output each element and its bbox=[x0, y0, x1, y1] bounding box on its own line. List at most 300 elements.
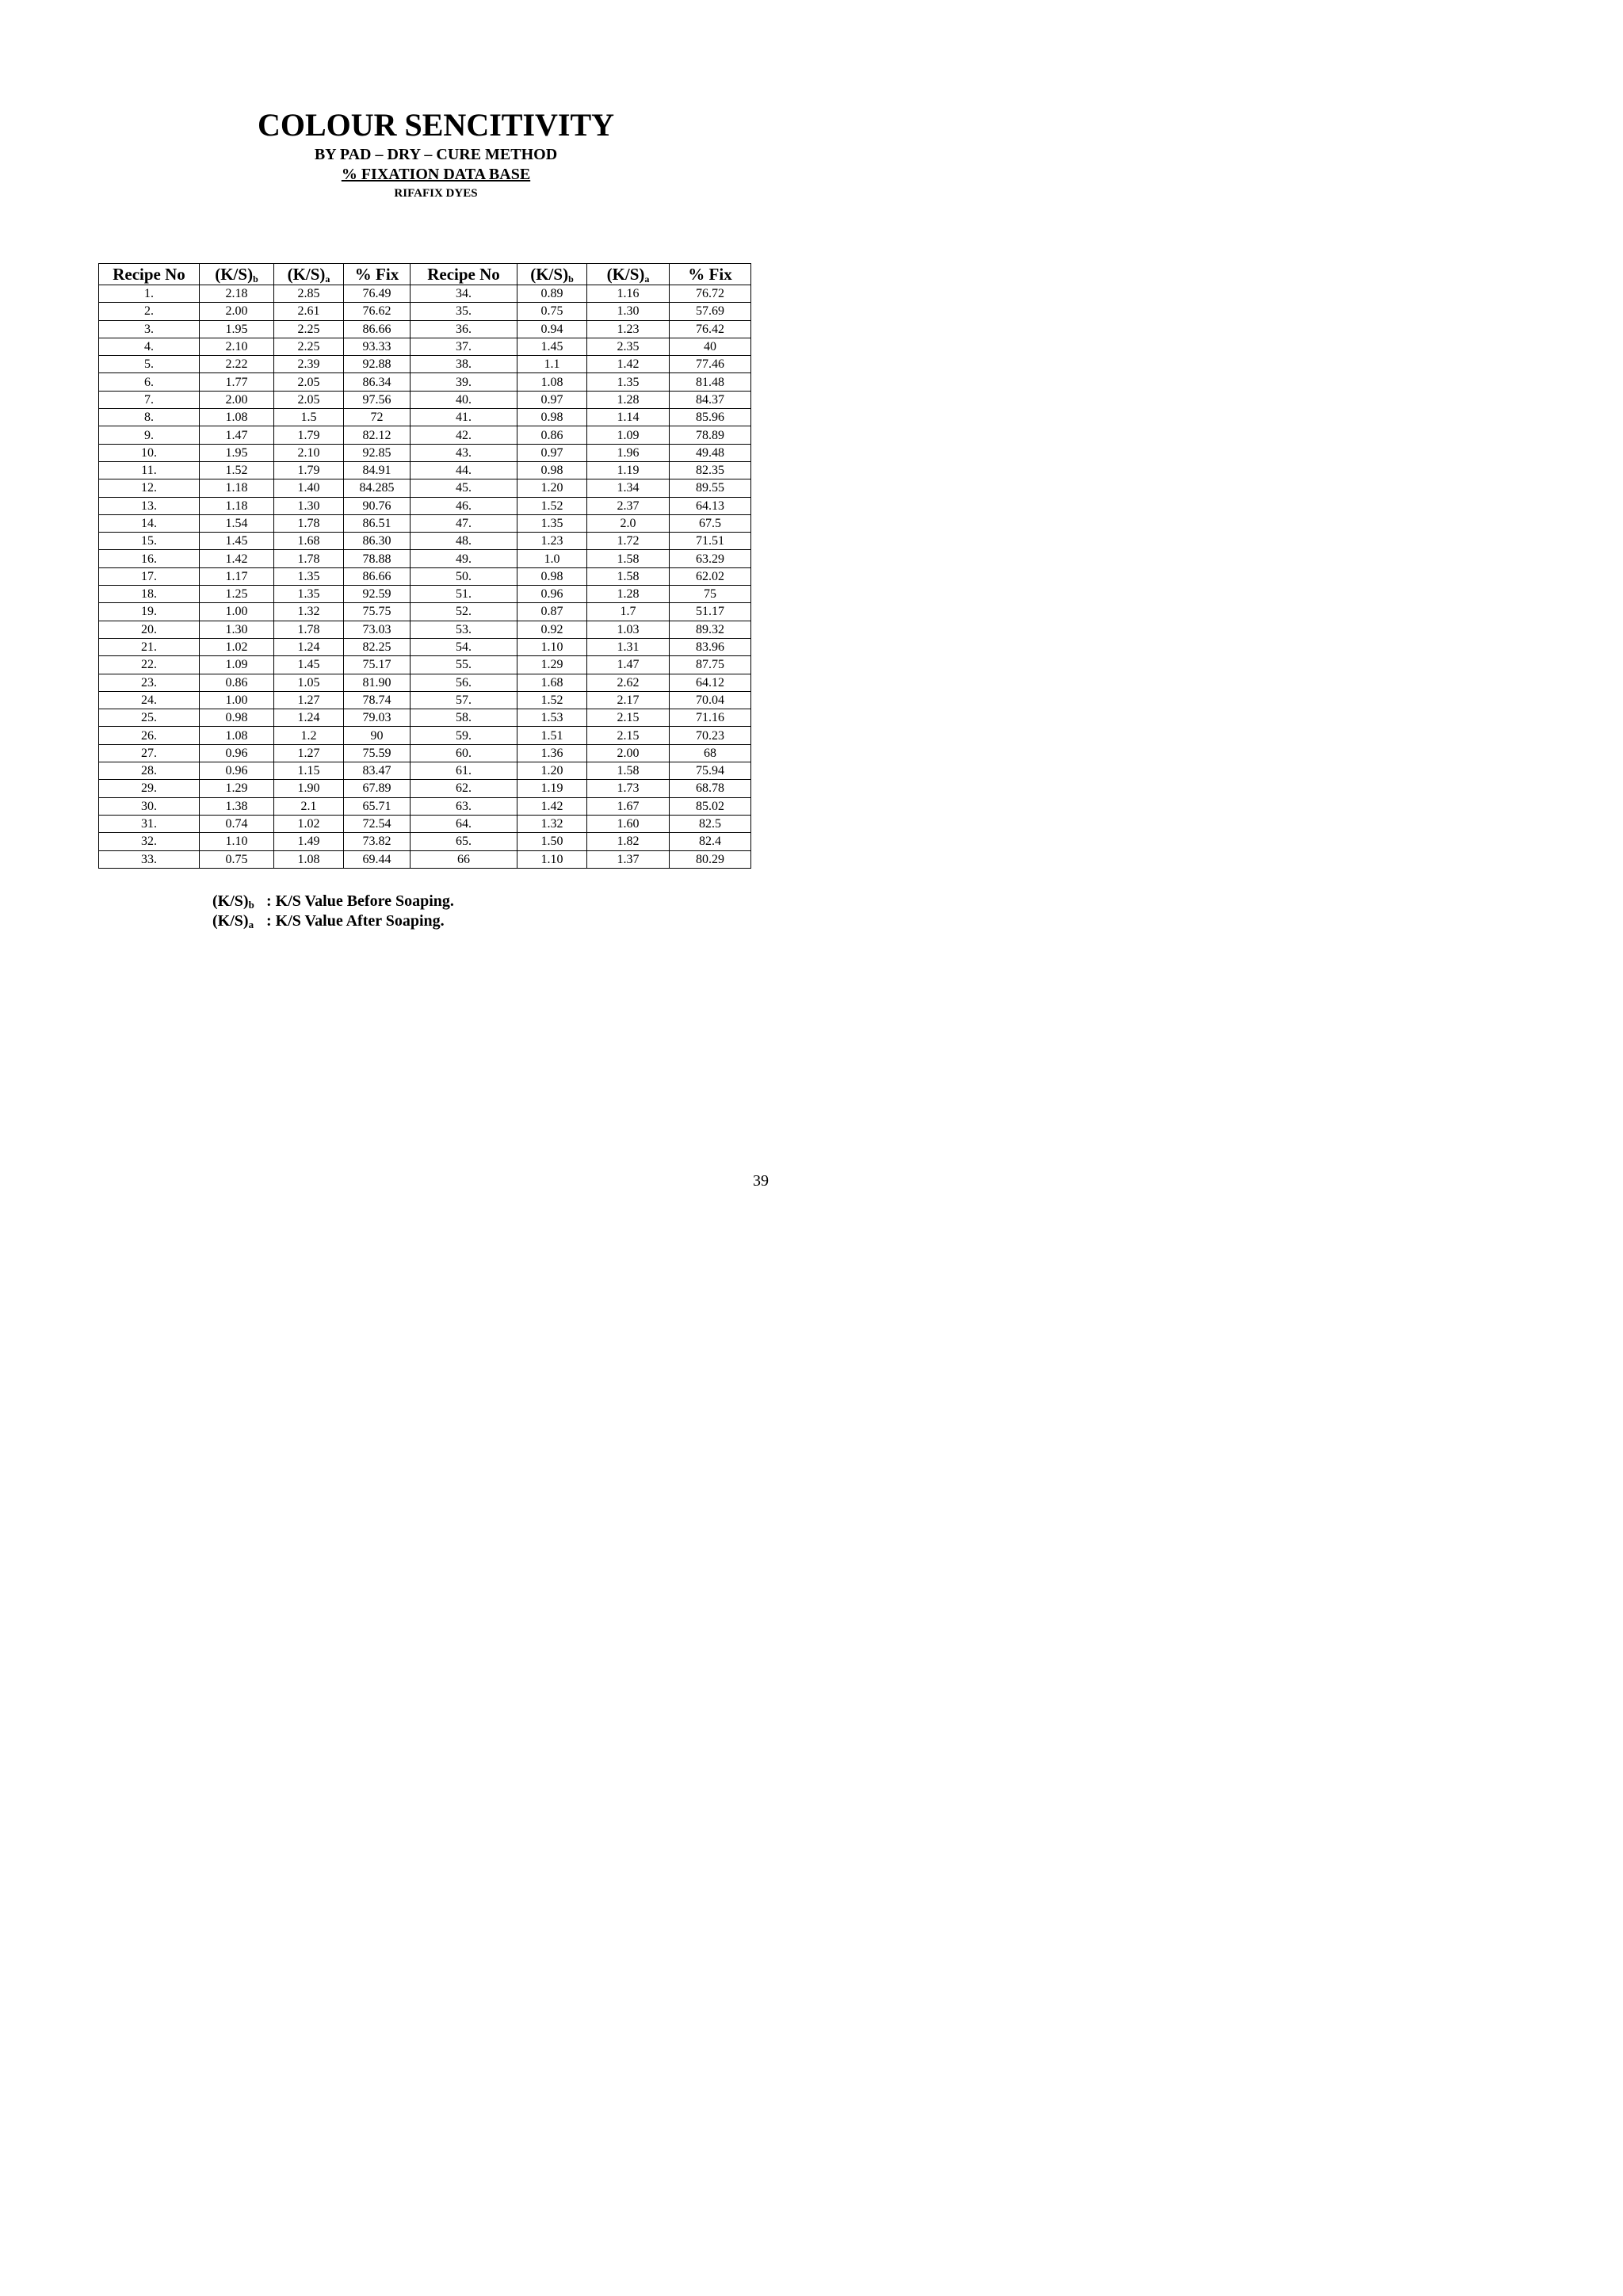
table-cell: 1.30 bbox=[587, 303, 670, 320]
table-cell: 1.18 bbox=[200, 497, 274, 514]
table-cell: 62.02 bbox=[670, 567, 751, 585]
table-cell: 72.54 bbox=[344, 815, 411, 832]
table-cell: 29. bbox=[99, 780, 200, 797]
table-cell: 0.87 bbox=[517, 603, 587, 621]
table-cell: 37. bbox=[411, 338, 517, 355]
table-cell: 40. bbox=[411, 391, 517, 408]
table-cell: 11. bbox=[99, 461, 200, 479]
table-cell: 23. bbox=[99, 674, 200, 691]
table-cell: 25. bbox=[99, 709, 200, 727]
table-cell: 9. bbox=[99, 426, 200, 444]
table-cell: 78.88 bbox=[344, 550, 411, 567]
table-cell: 2.15 bbox=[587, 709, 670, 727]
table-cell: 1.17 bbox=[200, 567, 274, 585]
table-row bbox=[99, 533, 751, 550]
table-cell: 1.79 bbox=[274, 461, 344, 479]
table-cell: 1.77 bbox=[200, 373, 274, 391]
table-row bbox=[99, 586, 751, 603]
table-cell: 0.75 bbox=[517, 303, 587, 320]
table-row bbox=[99, 409, 751, 426]
table-cell: 1.50 bbox=[517, 833, 587, 850]
legend-symbol-base: (K/S) bbox=[212, 912, 249, 930]
table-cell: 51. bbox=[411, 586, 517, 603]
table-cell: 55. bbox=[411, 656, 517, 674]
table-cell: 1.10 bbox=[517, 638, 587, 655]
table-cell: 2.0 bbox=[587, 514, 670, 532]
table-cell: 1.51 bbox=[517, 727, 587, 744]
table-cell: 65.71 bbox=[344, 797, 411, 815]
table-cell: 1.28 bbox=[587, 586, 670, 603]
table-cell: 78.89 bbox=[670, 426, 751, 444]
table-cell: 22. bbox=[99, 656, 200, 674]
column-header-label: % Fix bbox=[354, 265, 399, 284]
table-cell: 1.79 bbox=[274, 426, 344, 444]
table-cell: 2.25 bbox=[274, 320, 344, 338]
table-row bbox=[99, 780, 751, 797]
table-cell: 0.94 bbox=[517, 320, 587, 338]
table-cell: 1.90 bbox=[274, 780, 344, 797]
table-cell: 31. bbox=[99, 815, 200, 832]
table-cell: 1.29 bbox=[200, 780, 274, 797]
table-cell: 92.88 bbox=[344, 356, 411, 373]
table-cell: 1.47 bbox=[200, 426, 274, 444]
table-cell: 2. bbox=[99, 303, 200, 320]
table-cell: 0.96 bbox=[200, 744, 274, 762]
table-cell: 86.34 bbox=[344, 373, 411, 391]
table-cell: 70.23 bbox=[670, 727, 751, 744]
table-cell: 1.78 bbox=[274, 550, 344, 567]
table-cell: 66 bbox=[411, 850, 517, 868]
page-title: COLOUR SENCITIVITY bbox=[257, 107, 615, 143]
table-cell: 7. bbox=[99, 391, 200, 408]
table-cell: 6. bbox=[99, 373, 200, 391]
table-cell: 58. bbox=[411, 709, 517, 727]
table-cell: 76.49 bbox=[344, 285, 411, 303]
table-cell: 1.24 bbox=[274, 638, 344, 655]
table-cell: 1.49 bbox=[274, 833, 344, 850]
table-cell: 76.42 bbox=[670, 320, 751, 338]
table-cell: 2.22 bbox=[200, 356, 274, 373]
table-cell: 0.98 bbox=[517, 409, 587, 426]
table-cell: 1.10 bbox=[517, 850, 587, 868]
table-cell: 0.86 bbox=[517, 426, 587, 444]
table-cell: 1.03 bbox=[587, 621, 670, 638]
table-cell: 63. bbox=[411, 797, 517, 815]
table-cell: 46. bbox=[411, 497, 517, 514]
table-cell: 54. bbox=[411, 638, 517, 655]
table-cell: 68.78 bbox=[670, 780, 751, 797]
table-cell: 84.91 bbox=[344, 461, 411, 479]
table-cell: 89.55 bbox=[670, 479, 751, 497]
column-header bbox=[411, 264, 517, 285]
fixation-table bbox=[98, 263, 751, 869]
page-number: 39 bbox=[753, 1172, 769, 1190]
table-cell: 1.09 bbox=[587, 426, 670, 444]
table-cell: 15. bbox=[99, 533, 200, 550]
table-cell: 49. bbox=[411, 550, 517, 567]
table-cell: 2.05 bbox=[274, 391, 344, 408]
table-cell: 1.0 bbox=[517, 550, 587, 567]
table-cell: 1.02 bbox=[200, 638, 274, 655]
table-cell: 1.19 bbox=[587, 461, 670, 479]
table-body bbox=[99, 285, 751, 869]
table-cell: 59. bbox=[411, 727, 517, 744]
table-cell: 86.30 bbox=[344, 533, 411, 550]
table-cell: 1.73 bbox=[587, 780, 670, 797]
table-cell: 1.20 bbox=[517, 479, 587, 497]
table-cell: 1.60 bbox=[587, 815, 670, 832]
column-header bbox=[670, 264, 751, 285]
table-cell: 1.32 bbox=[517, 815, 587, 832]
table-cell: 0.74 bbox=[200, 815, 274, 832]
table-row bbox=[99, 656, 751, 674]
table-row bbox=[99, 621, 751, 638]
table-row bbox=[99, 338, 751, 355]
table-cell: 86.66 bbox=[344, 567, 411, 585]
column-header-subscript: a bbox=[644, 273, 650, 285]
table-cell: 90.76 bbox=[344, 497, 411, 514]
table-cell: 1.95 bbox=[200, 444, 274, 461]
method-subtitle: BY PAD – DRY – CURE METHOD bbox=[314, 146, 558, 163]
column-header-subscript: b bbox=[253, 273, 258, 285]
legend-symbol-sub: a bbox=[248, 919, 254, 930]
table-cell: 65. bbox=[411, 833, 517, 850]
table-cell: 1.5 bbox=[274, 409, 344, 426]
table-cell: 75.75 bbox=[344, 603, 411, 621]
table-cell: 1.35 bbox=[274, 567, 344, 585]
table-cell: 85.96 bbox=[670, 409, 751, 426]
column-header-label: % Fix bbox=[688, 265, 732, 284]
table-cell: 38. bbox=[411, 356, 517, 373]
table-cell: 1.30 bbox=[200, 621, 274, 638]
table-cell: 32. bbox=[99, 833, 200, 850]
table-row bbox=[99, 674, 751, 691]
table-cell: 0.98 bbox=[517, 461, 587, 479]
table-cell: 71.51 bbox=[670, 533, 751, 550]
table-cell: 17. bbox=[99, 567, 200, 585]
table-cell: 82.4 bbox=[670, 833, 751, 850]
table-cell: 86.51 bbox=[344, 514, 411, 532]
table-cell: 2.17 bbox=[587, 691, 670, 709]
table-cell: 0.96 bbox=[200, 762, 274, 780]
table-cell: 92.59 bbox=[344, 586, 411, 603]
table-cell: 1.45 bbox=[274, 656, 344, 674]
table-cell: 47. bbox=[411, 514, 517, 532]
table-cell: 8. bbox=[99, 409, 200, 426]
table-cell: 62. bbox=[411, 780, 517, 797]
table-cell: 0.86 bbox=[200, 674, 274, 691]
table-cell: 67.5 bbox=[670, 514, 751, 532]
column-header-subscript: b bbox=[568, 273, 574, 285]
table-cell: 10. bbox=[99, 444, 200, 461]
table-cell: 1.00 bbox=[200, 603, 274, 621]
table-row bbox=[99, 391, 751, 408]
table-cell: 1.42 bbox=[587, 356, 670, 373]
table-cell: 2.35 bbox=[587, 338, 670, 355]
table-cell: 48. bbox=[411, 533, 517, 550]
table-cell: 2.25 bbox=[274, 338, 344, 355]
table-cell: 0.97 bbox=[517, 391, 587, 408]
table-cell: 93.33 bbox=[344, 338, 411, 355]
table-cell: 2.18 bbox=[200, 285, 274, 303]
table-cell: 1.68 bbox=[274, 533, 344, 550]
table-cell: 1.29 bbox=[517, 656, 587, 674]
table-cell: 1.35 bbox=[517, 514, 587, 532]
table-row bbox=[99, 603, 751, 621]
table-cell: 1.02 bbox=[274, 815, 344, 832]
table-row bbox=[99, 356, 751, 373]
table-cell: 71.16 bbox=[670, 709, 751, 727]
table-cell: 13. bbox=[99, 497, 200, 514]
table-cell: 2.00 bbox=[200, 391, 274, 408]
table-cell: 67.89 bbox=[344, 780, 411, 797]
legend-text: : K/S Value After Soaping. bbox=[266, 912, 445, 930]
table-cell: 1.54 bbox=[200, 514, 274, 532]
legend-after-soaping bbox=[212, 911, 445, 930]
table-cell: 1.08 bbox=[274, 850, 344, 868]
dyes-subtitle: RIFAFIX DYES bbox=[394, 187, 478, 200]
column-header-label: (K/S) bbox=[606, 265, 645, 284]
table-cell: 1.20 bbox=[517, 762, 587, 780]
column-header bbox=[99, 264, 200, 285]
table-cell: 1.72 bbox=[587, 533, 670, 550]
table-cell: 36. bbox=[411, 320, 517, 338]
table-cell: 1.35 bbox=[587, 373, 670, 391]
table-cell: 1.08 bbox=[200, 727, 274, 744]
table-cell: 1.14 bbox=[587, 409, 670, 426]
table-cell: 0.75 bbox=[200, 850, 274, 868]
table-cell: 1.32 bbox=[274, 603, 344, 621]
table-cell: 72 bbox=[344, 409, 411, 426]
table-cell: 43. bbox=[411, 444, 517, 461]
table-cell: 76.62 bbox=[344, 303, 411, 320]
table-cell: 30. bbox=[99, 797, 200, 815]
column-header-subscript: a bbox=[325, 273, 330, 285]
table-cell: 1.00 bbox=[200, 691, 274, 709]
table-cell: 1.31 bbox=[587, 638, 670, 655]
table-cell: 1.47 bbox=[587, 656, 670, 674]
table-cell: 80.29 bbox=[670, 850, 751, 868]
table-cell: 0.97 bbox=[517, 444, 587, 461]
legend-symbol bbox=[212, 892, 266, 911]
table-cell: 41. bbox=[411, 409, 517, 426]
table-cell: 1.53 bbox=[517, 709, 587, 727]
table-cell: 1.52 bbox=[517, 691, 587, 709]
table-cell: 2.10 bbox=[274, 444, 344, 461]
table-cell: 73.03 bbox=[344, 621, 411, 638]
table-cell: 53. bbox=[411, 621, 517, 638]
table-cell: 1.27 bbox=[274, 691, 344, 709]
table-row bbox=[99, 567, 751, 585]
table-cell: 1.38 bbox=[200, 797, 274, 815]
table-cell: 18. bbox=[99, 586, 200, 603]
table-cell: 2.05 bbox=[274, 373, 344, 391]
table-row bbox=[99, 638, 751, 655]
table-cell: 2.37 bbox=[587, 497, 670, 514]
table-cell: 84.37 bbox=[670, 391, 751, 408]
table-row bbox=[99, 550, 751, 567]
table-cell: 86.66 bbox=[344, 320, 411, 338]
table-cell: 1.35 bbox=[274, 586, 344, 603]
legend-symbol-sub: b bbox=[248, 899, 254, 911]
table-row bbox=[99, 320, 751, 338]
table-cell: 45. bbox=[411, 479, 517, 497]
table-cell: 1.08 bbox=[517, 373, 587, 391]
table-row bbox=[99, 444, 751, 461]
table-row bbox=[99, 373, 751, 391]
table-cell: 1.34 bbox=[587, 479, 670, 497]
table-cell: 64.12 bbox=[670, 674, 751, 691]
legend-symbol bbox=[212, 911, 266, 930]
table-cell: 2.15 bbox=[587, 727, 670, 744]
table-cell: 60. bbox=[411, 744, 517, 762]
table-cell: 92.85 bbox=[344, 444, 411, 461]
table-cell: 1.82 bbox=[587, 833, 670, 850]
table-cell: 75.94 bbox=[670, 762, 751, 780]
table-cell: 82.25 bbox=[344, 638, 411, 655]
table-cell: 35. bbox=[411, 303, 517, 320]
table-row bbox=[99, 762, 751, 780]
table-cell: 1.52 bbox=[200, 461, 274, 479]
table-cell: 83.96 bbox=[670, 638, 751, 655]
table-row bbox=[99, 691, 751, 709]
table-cell: 61. bbox=[411, 762, 517, 780]
table-header-row bbox=[99, 264, 751, 285]
table-cell: 87.75 bbox=[670, 656, 751, 674]
legend-text: : K/S Value Before Soaping. bbox=[266, 892, 454, 910]
table-row bbox=[99, 497, 751, 514]
table-cell: 2.61 bbox=[274, 303, 344, 320]
table-cell: 56. bbox=[411, 674, 517, 691]
table-cell: 2.00 bbox=[200, 303, 274, 320]
table-cell: 1.36 bbox=[517, 744, 587, 762]
table-cell: 81.48 bbox=[670, 373, 751, 391]
table-cell: 0.98 bbox=[200, 709, 274, 727]
column-header bbox=[200, 264, 274, 285]
table-cell: 1.2 bbox=[274, 727, 344, 744]
table-row bbox=[99, 426, 751, 444]
table-cell: 1.27 bbox=[274, 744, 344, 762]
table-cell: 90 bbox=[344, 727, 411, 744]
table-cell: 44. bbox=[411, 461, 517, 479]
table-cell: 77.46 bbox=[670, 356, 751, 373]
table-cell: 14. bbox=[99, 514, 200, 532]
table-cell: 1.28 bbox=[587, 391, 670, 408]
table-cell: 1.24 bbox=[274, 709, 344, 727]
database-subtitle: % FIXATION DATA BASE bbox=[341, 166, 531, 183]
table-cell: 1.58 bbox=[587, 762, 670, 780]
table-cell: 69.44 bbox=[344, 850, 411, 868]
column-header bbox=[274, 264, 344, 285]
table-cell: 2.00 bbox=[587, 744, 670, 762]
column-header bbox=[587, 264, 670, 285]
table-cell: 34. bbox=[411, 285, 517, 303]
table-row bbox=[99, 303, 751, 320]
table-cell: 27. bbox=[99, 744, 200, 762]
table-cell: 2.85 bbox=[274, 285, 344, 303]
table-row bbox=[99, 461, 751, 479]
table-cell: 1.18 bbox=[200, 479, 274, 497]
table-cell: 57.69 bbox=[670, 303, 751, 320]
table-cell: 68 bbox=[670, 744, 751, 762]
column-header-label: (K/S) bbox=[215, 265, 254, 284]
table-cell: 1.96 bbox=[587, 444, 670, 461]
table-cell: 1.10 bbox=[200, 833, 274, 850]
table-cell: 24. bbox=[99, 691, 200, 709]
table-cell: 1.1 bbox=[517, 356, 587, 373]
table-cell: 1.95 bbox=[200, 320, 274, 338]
table-cell: 76.72 bbox=[670, 285, 751, 303]
table-cell: 73.82 bbox=[344, 833, 411, 850]
table-cell: 57. bbox=[411, 691, 517, 709]
table-row bbox=[99, 514, 751, 532]
table-cell: 2.39 bbox=[274, 356, 344, 373]
table-cell: 78.74 bbox=[344, 691, 411, 709]
column-header-label: (K/S) bbox=[530, 265, 569, 284]
table-cell: 0.96 bbox=[517, 586, 587, 603]
table-cell: 1. bbox=[99, 285, 200, 303]
table-cell: 1.08 bbox=[200, 409, 274, 426]
table-cell: 1.16 bbox=[587, 285, 670, 303]
table-cell: 3. bbox=[99, 320, 200, 338]
legend-symbol-base: (K/S) bbox=[212, 892, 249, 910]
table-cell: 1.40 bbox=[274, 479, 344, 497]
table-cell: 42. bbox=[411, 426, 517, 444]
table-cell: 64. bbox=[411, 815, 517, 832]
table-cell: 79.03 bbox=[344, 709, 411, 727]
table-cell: 2.1 bbox=[274, 797, 344, 815]
table-cell: 33. bbox=[99, 850, 200, 868]
table-row bbox=[99, 797, 751, 815]
table-cell: 1.23 bbox=[587, 320, 670, 338]
column-header-label: (K/S) bbox=[287, 265, 326, 284]
table-cell: 81.90 bbox=[344, 674, 411, 691]
column-header-label: Recipe No bbox=[427, 265, 500, 284]
table-cell: 1.78 bbox=[274, 514, 344, 532]
table-cell: 2.10 bbox=[200, 338, 274, 355]
table-cell: 64.13 bbox=[670, 497, 751, 514]
table-row bbox=[99, 850, 751, 868]
table-row bbox=[99, 709, 751, 727]
table-cell: 84.285 bbox=[344, 479, 411, 497]
table-cell: 52. bbox=[411, 603, 517, 621]
column-header bbox=[517, 264, 587, 285]
table-row bbox=[99, 815, 751, 832]
table-cell: 82.35 bbox=[670, 461, 751, 479]
table-cell: 1.30 bbox=[274, 497, 344, 514]
table-cell: 1.37 bbox=[587, 850, 670, 868]
table-cell: 28. bbox=[99, 762, 200, 780]
table-cell: 1.58 bbox=[587, 550, 670, 567]
table-cell: 4. bbox=[99, 338, 200, 355]
table-cell: 49.48 bbox=[670, 444, 751, 461]
table-cell: 0.92 bbox=[517, 621, 587, 638]
column-header bbox=[344, 264, 411, 285]
table-cell: 5. bbox=[99, 356, 200, 373]
table-row bbox=[99, 744, 751, 762]
table-cell: 70.04 bbox=[670, 691, 751, 709]
table-cell: 1.67 bbox=[587, 797, 670, 815]
table-cell: 89.32 bbox=[670, 621, 751, 638]
column-header-label: Recipe No bbox=[113, 265, 185, 284]
table-cell: 1.09 bbox=[200, 656, 274, 674]
table-cell: 1.7 bbox=[587, 603, 670, 621]
table-cell: 75 bbox=[670, 586, 751, 603]
table-cell: 0.98 bbox=[517, 567, 587, 585]
table-cell: 1.58 bbox=[587, 567, 670, 585]
table-cell: 0.89 bbox=[517, 285, 587, 303]
table-cell: 1.68 bbox=[517, 674, 587, 691]
